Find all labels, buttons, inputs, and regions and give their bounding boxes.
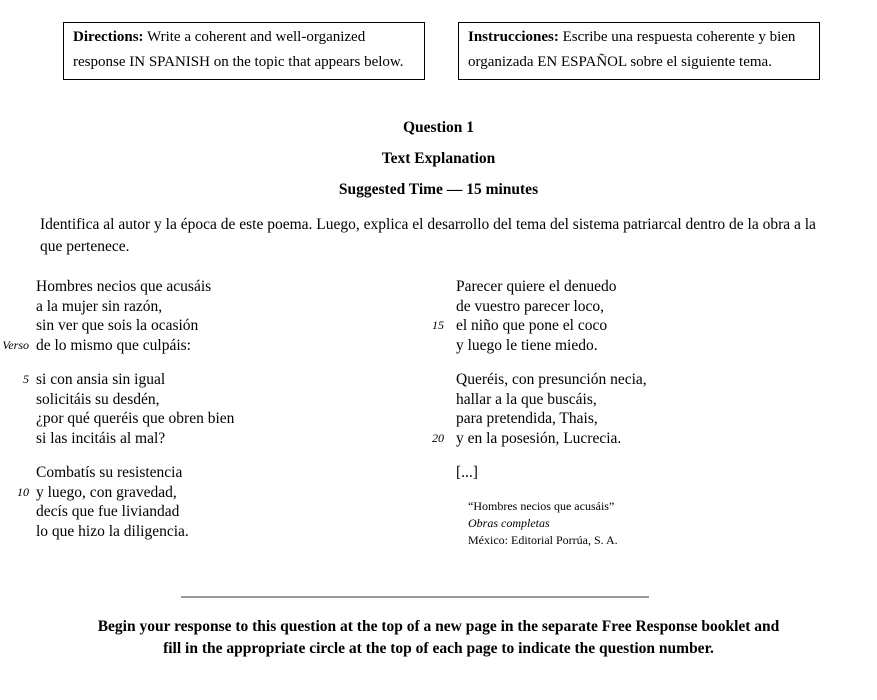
verse-number (0, 463, 36, 483)
verse-number (423, 277, 456, 297)
poem-line-text: hallar a la que buscáis, (456, 390, 597, 408)
poem-line (423, 463, 877, 483)
question-header (0, 120, 877, 198)
footer-instruction-line1: Begin your response to this question at the top of a new page in the separate Free Response booklet and (97, 618, 780, 635)
poem-line-text: sin ver que sois la ocasión (36, 317, 199, 334)
poem-line (0, 429, 423, 449)
directions-label-spanish: Instrucciones: (468, 29, 559, 45)
poem-line (0, 390, 423, 410)
directions-row (0, 0, 877, 80)
poem-line-text: Hombres necios que acusáis (36, 278, 212, 295)
verse-number: 5 (23, 372, 29, 386)
footer-instruction-line2: fill in the appropriate circle at the top of each page to indicate the question number. (163, 640, 714, 657)
poem-line-text: [...] (456, 464, 478, 481)
question-type-heading: Text Explanation (381, 150, 496, 167)
poem-line-text: el niño que pone el coco (456, 317, 608, 334)
poem-line (423, 336, 877, 356)
verse-number (0, 297, 36, 317)
poem-line (0, 297, 423, 317)
poem-line-text: ¿por qué queréis que obren bien (36, 410, 235, 427)
poem-stanza (0, 277, 423, 355)
poem-line (423, 277, 877, 297)
directions-box-english (63, 22, 425, 80)
poem-line-text: Queréis, con presunción necia, (456, 371, 647, 388)
verse-number (0, 277, 36, 297)
footer-instruction (0, 616, 877, 660)
poem-stanza (423, 463, 877, 483)
poem-line (0, 502, 423, 522)
poem-line-text: a la mujer sin razón, (36, 297, 163, 315)
directions-text-english: Write a coherent and well-organized response IN SPANISH on the topic that appears below. (73, 29, 404, 70)
poem-line-text: de lo mismo que culpáis: (36, 336, 191, 354)
poem-line-text: para pretendida, Thais, (456, 410, 598, 427)
verse-number (423, 297, 456, 317)
poem-stanza (0, 463, 423, 541)
poem-stanza (0, 370, 423, 448)
citation-publisher: México: Editorial Porrúa, S. A. (468, 532, 618, 547)
poem-column-right (423, 277, 877, 556)
poem-line (423, 390, 877, 410)
poem-stanza (423, 370, 877, 448)
poem-line-text: decís que fue liviandad (36, 503, 180, 520)
poem-line (423, 316, 877, 336)
verse-number (423, 409, 456, 429)
poem-column-right-stanzas (423, 277, 877, 483)
verse-number (423, 390, 456, 410)
verse-number: 15 (432, 318, 444, 332)
verso-label: Verso (2, 337, 29, 352)
divider-line (181, 596, 649, 598)
verse-number (423, 463, 456, 483)
verse-number: 20 (432, 430, 444, 445)
poem-line-text: lo que hizo la diligencia. (36, 522, 189, 540)
citation-title: “Hombres necios que acusáis” (468, 498, 615, 513)
verse-number (0, 522, 36, 542)
poem-line (0, 522, 423, 542)
poem-line-text: Parecer quiere el denuedo (456, 278, 617, 295)
poem-line (0, 483, 423, 503)
directions-label-english: Directions: (73, 29, 144, 45)
poem-stanza (423, 277, 877, 355)
verse-number (0, 390, 36, 410)
poem-line-text: Combatís su resistencia (36, 464, 183, 481)
poem-line-text: de vuestro parecer loco, (456, 297, 605, 315)
verse-number (423, 336, 456, 356)
directions-text-spanish: Escribe una respuesta coherente y bien organizada EN ESPAÑOL sobre el siguiente tema. (468, 29, 796, 70)
poem-line-text: si con ansia sin igual (36, 371, 166, 388)
question-number-heading: Question 1 (402, 119, 475, 136)
poem-line (0, 316, 423, 336)
citation (468, 498, 877, 549)
verse-number (0, 502, 36, 522)
verse-number (423, 370, 456, 390)
verse-number: 10 (17, 484, 29, 499)
verse-number (0, 409, 36, 429)
poem-line (423, 429, 877, 449)
verse-number (0, 316, 36, 336)
poem-line (423, 297, 877, 317)
poem-line (0, 409, 423, 429)
poem-line (0, 370, 423, 390)
poem-line (423, 370, 877, 390)
citation-work: Obras completas (468, 515, 550, 530)
suggested-time-heading: Suggested Time — 15 minutes (338, 181, 539, 198)
poem-line-text: solicitáis su desdén, (36, 390, 160, 408)
directions-box-spanish (458, 22, 820, 80)
poem-column-left (0, 277, 423, 556)
poem-line (0, 463, 423, 483)
poem-line-text: y en la posesión, Lucrecia. (456, 429, 622, 447)
poem-line-text: si las incitáis al mal? (36, 429, 166, 447)
poem-line (423, 409, 877, 429)
verse-number (0, 429, 36, 449)
poem (0, 277, 877, 556)
poem-line-text: y luego, con gravedad, (36, 483, 177, 501)
poem-line (0, 336, 423, 356)
poem-line (0, 277, 423, 297)
poem-line-text: y luego le tiene miedo. (456, 336, 598, 354)
prompt-text: Identifica al autor y la época de este poema. Luego, explica el desarrollo del tema del sistema patriarcal dentro de la obra a la que pertenece. (40, 216, 816, 255)
